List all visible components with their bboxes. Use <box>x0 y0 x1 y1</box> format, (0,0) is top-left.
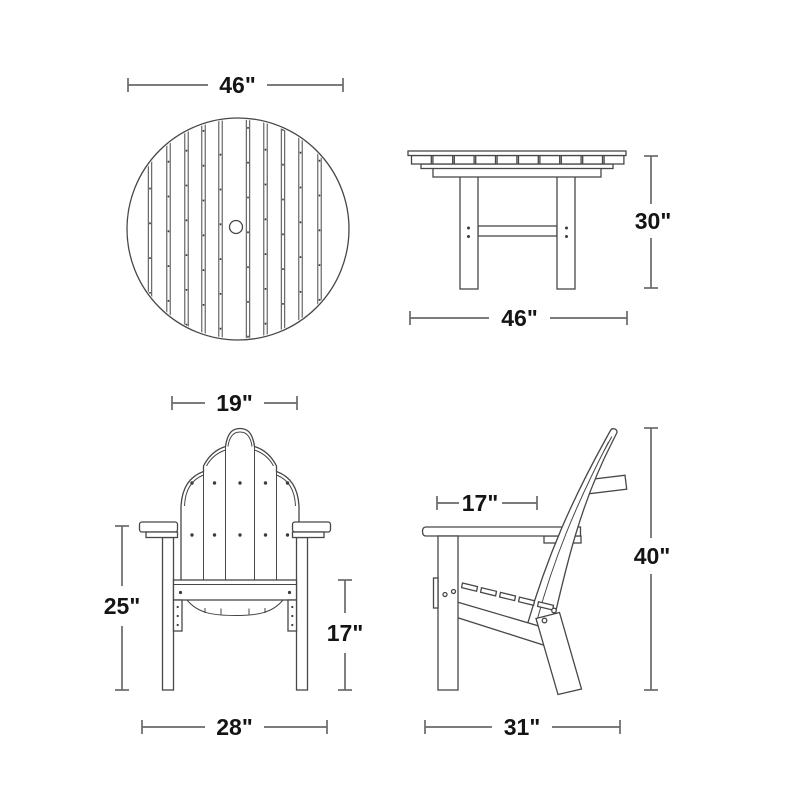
table-top-view <box>127 72 349 350</box>
rear-leg <box>536 613 582 695</box>
table-top-width-dimension <box>128 72 343 98</box>
chair-seat-height-dimension <box>327 580 364 690</box>
chair-width-label: 28" <box>216 714 253 740</box>
table-apron <box>433 168 601 177</box>
table-leg-left <box>460 170 478 289</box>
seat-apron <box>174 580 297 600</box>
table-side-view <box>408 151 671 331</box>
chair-depth-dimension <box>425 714 620 740</box>
table-side-width-dimension <box>410 305 627 331</box>
chair-width-dimension <box>142 714 327 740</box>
table-height-dimension <box>635 156 672 288</box>
seat-skirt <box>187 600 283 616</box>
tabletop-surface-edge <box>408 151 626 156</box>
chair-arm-height-label: 25" <box>103 593 141 619</box>
chair-back-width-label: 19" <box>216 390 253 416</box>
table-slat-edges <box>412 156 624 165</box>
table-top-width-label: 46" <box>219 72 256 98</box>
chair-leg-left <box>163 538 174 691</box>
chair-seat-depth-label: 17" <box>461 490 499 516</box>
table-side-width-label: 46" <box>501 305 538 331</box>
chair-back-width-dimension <box>172 390 297 416</box>
armrest-left <box>140 522 178 532</box>
chair-seat-height-label: 17" <box>326 620 364 646</box>
chair-height-dimension <box>634 428 671 690</box>
table-stretcher <box>478 226 557 236</box>
chair-depth-label: 31" <box>503 714 541 740</box>
tabletop-outline <box>127 118 349 340</box>
armrest-side <box>423 527 581 536</box>
chair-height-label: 40" <box>633 543 671 569</box>
chair-leg-right <box>297 538 308 691</box>
chair-side-view <box>423 428 671 740</box>
table-height-label: 30" <box>634 208 672 234</box>
umbrella-hole <box>230 221 243 234</box>
chair-arm-height-dimension <box>104 526 141 690</box>
front-leg-side <box>438 536 458 690</box>
armrest-right <box>293 522 331 532</box>
chair-back-front <box>181 429 299 582</box>
table-leg-right <box>557 170 575 289</box>
chair-front-view <box>104 390 364 740</box>
chair-seat-depth-dimension <box>437 490 537 516</box>
